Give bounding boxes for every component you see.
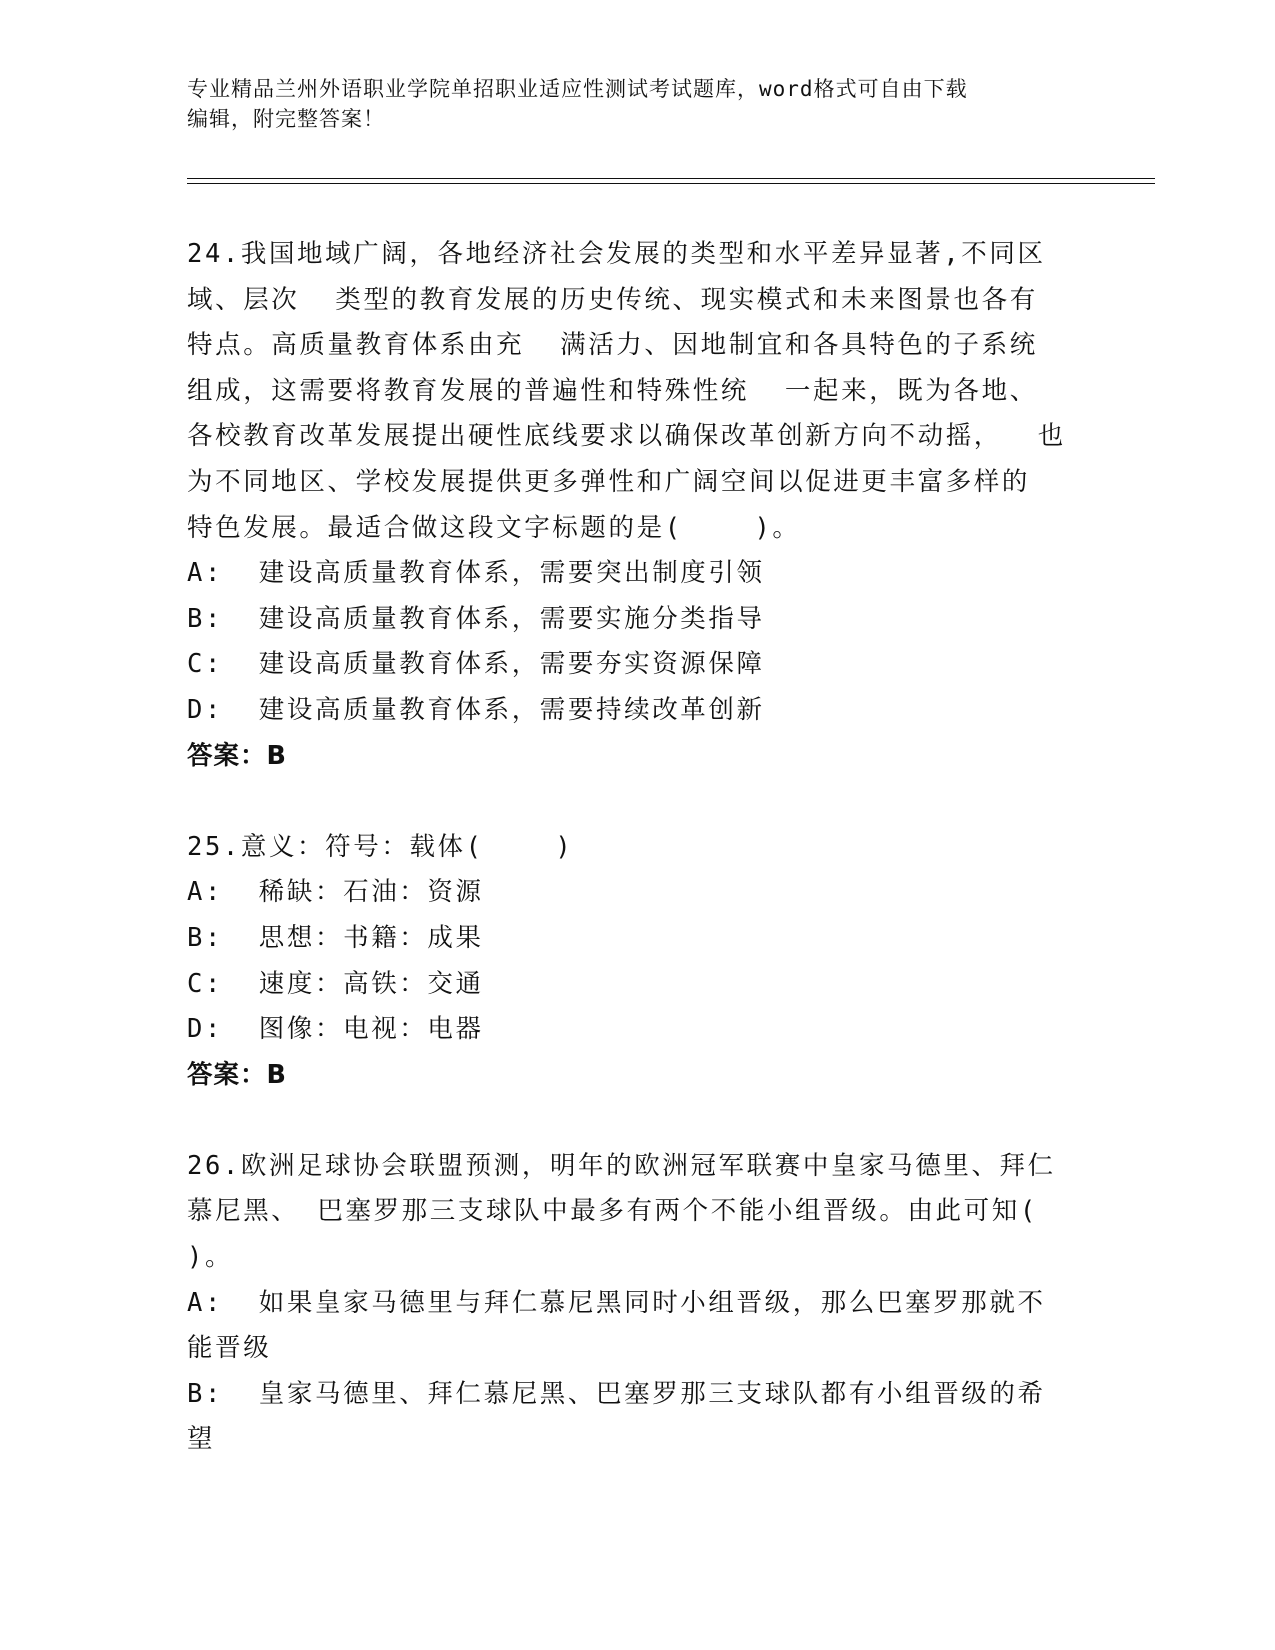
question-spacer	[187, 1098, 1067, 1144]
header-line-1: 专业精品兰州外语职业学院单招职业适应性测试考试题库，word格式可自由下载	[187, 77, 968, 101]
question-25	[187, 825, 1067, 1099]
question-26	[187, 1144, 1067, 1463]
question-stem-line: 域、层次 类型的教育发展的历史传统、现实模式和未来图景也各有	[187, 284, 1038, 315]
document-header	[187, 74, 1067, 134]
option-c: C: 建设高质量教育体系，需要夯实资源保障	[187, 649, 765, 680]
option-a: A: 建设高质量教育体系，需要突出制度引领	[187, 558, 765, 589]
option-a: A: 如果皇家马德里与拜仁慕尼黑同时小组晋级，那么巴塞罗那就不	[187, 1287, 1046, 1318]
header-rule-top	[187, 178, 1155, 179]
answer-line: 答案：B	[187, 1059, 287, 1090]
header-line-2: 编辑，附完整答案！	[187, 107, 385, 131]
option-a: A: 稀缺：石油：资源	[187, 877, 484, 908]
option-b: B: 思想：书籍：成果	[187, 922, 484, 953]
option-d: D: 建设高质量教育体系，需要持续改革创新	[187, 694, 765, 725]
option-d: D: 图像：电视：电器	[187, 1014, 484, 1045]
question-stem-line: 特点。高质量教育体系由充 满活力、因地制宜和各具特色的子系统	[187, 330, 1038, 361]
option-b: B: 建设高质量教育体系，需要实施分类指导	[187, 603, 765, 634]
option-b: B: 皇家马德里、拜仁慕尼黑、巴塞罗那三支球队都有小组晋级的希	[187, 1378, 1046, 1409]
question-stem-line: )。	[187, 1242, 234, 1273]
question-stem-line: 各校教育改革发展提出硬性底线要求以确保改革创新方向不动摇， 也	[187, 421, 1066, 452]
option-c: C: 速度：高铁：交通	[187, 968, 484, 999]
question-stem-line: 慕尼黑、 巴塞罗那三支球队中最多有两个不能小组晋级。由此可知(	[187, 1196, 1038, 1227]
question-spacer	[187, 779, 1067, 825]
question-24	[187, 232, 1067, 779]
question-stem-line: 25.意义：符号：载体( )	[187, 831, 574, 862]
option-b-continued: 望	[187, 1424, 216, 1455]
question-list	[187, 232, 1067, 1463]
question-stem-line: 特色发展。最适合做这段文字标题的是( )。	[187, 512, 801, 543]
header-rule-bottom	[187, 183, 1155, 184]
question-stem-line: 为不同地区、学校发展提供更多弹性和广阔空间以促进更丰富多样的	[187, 466, 1031, 497]
answer-line: 答案：B	[187, 740, 287, 771]
question-stem-line: 组成，这需要将教育发展的普遍性和特殊性统 一起来，既为各地、	[187, 375, 1038, 406]
question-stem-line: 26.欧洲足球协会联盟预测，明年的欧洲冠军联赛中皇家马德里、拜仁	[187, 1150, 1056, 1181]
option-a-continued: 能晋级	[187, 1333, 272, 1364]
question-stem-line: 24.我国地域广阔，各地经济社会发展的类型和水平差异显著,不同区	[187, 239, 1046, 269]
